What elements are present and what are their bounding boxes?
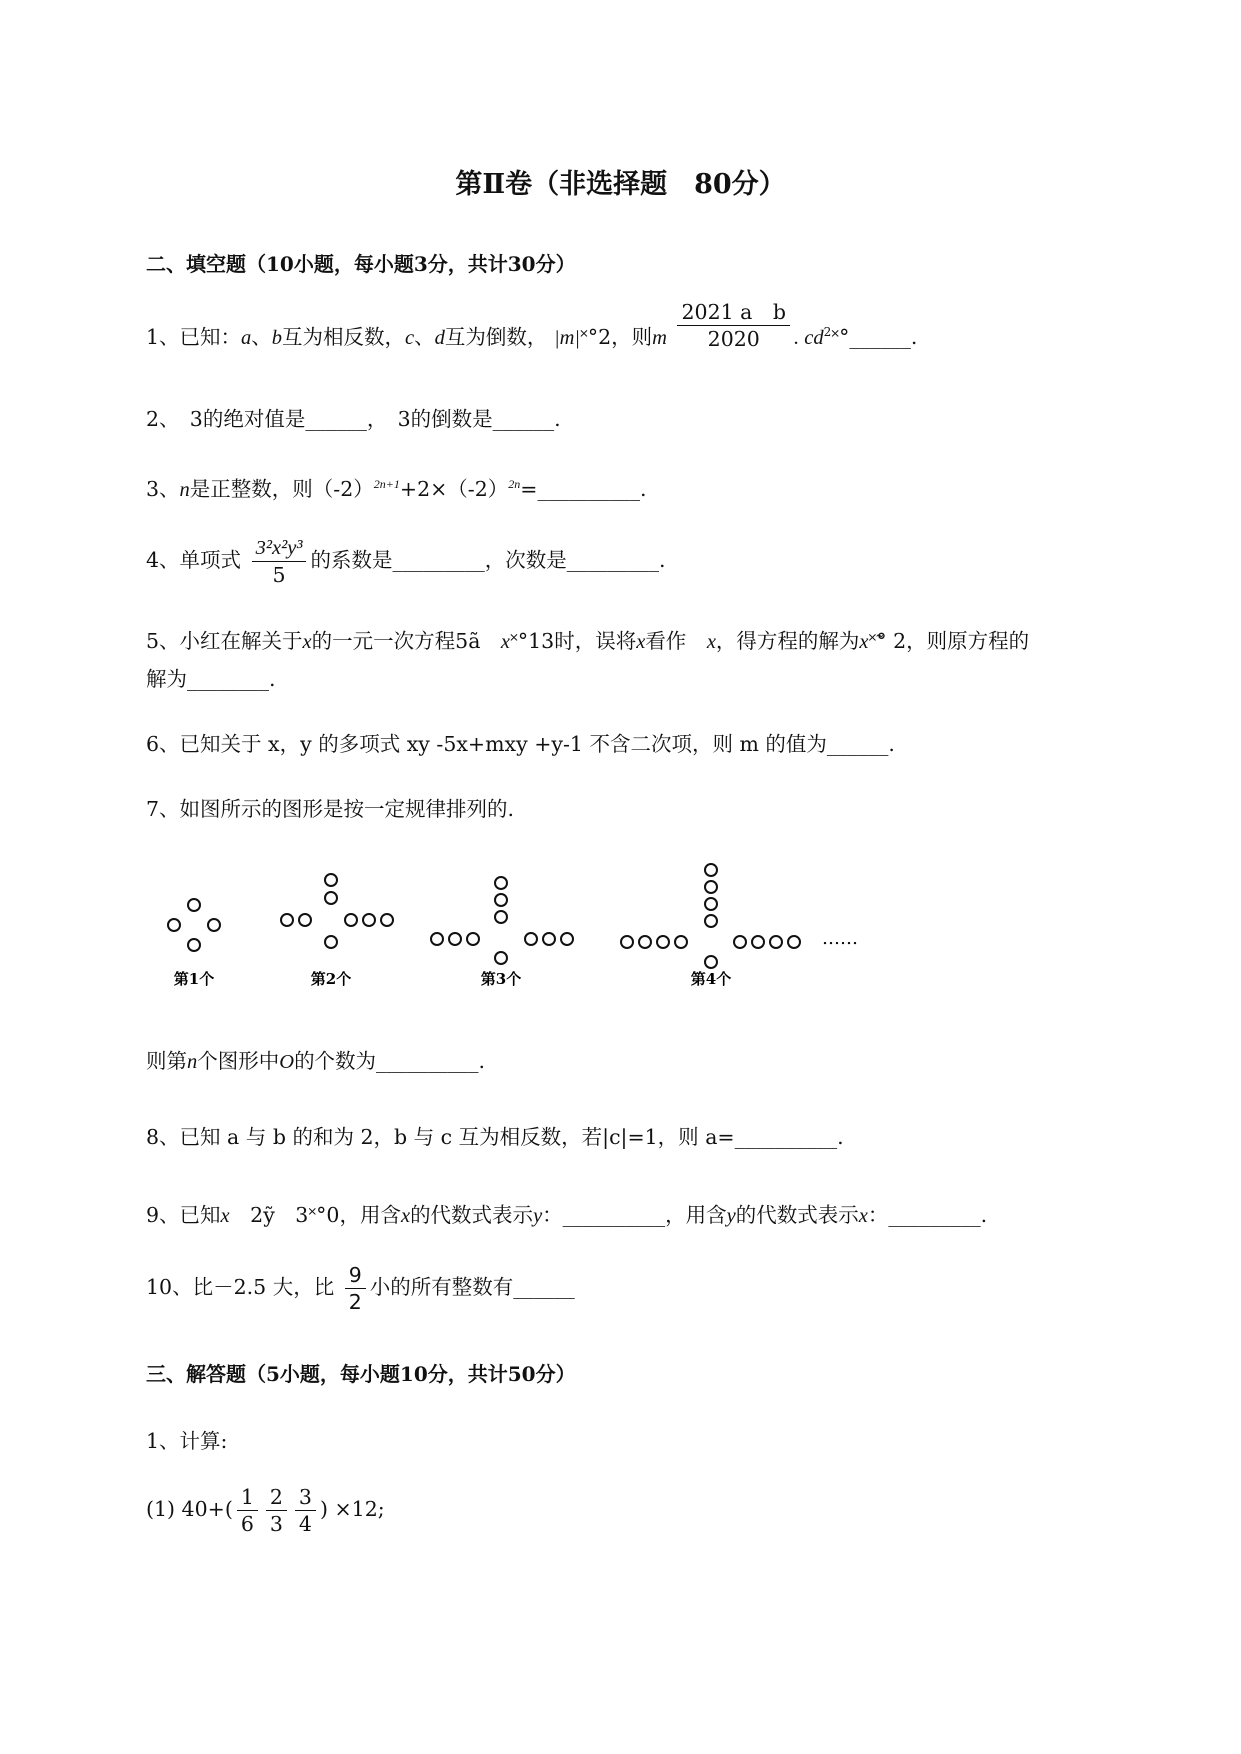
q1-var-m: m [652,327,667,349]
question-4 [146,535,666,588]
q5-var5: x [859,631,869,653]
q10-blank: 小的所有整数有______ [369,1275,575,1299]
figure-ellipsis: …… [822,928,858,949]
question-8: 8、已知 a 与 b 的和为 2，b 与 c 互为相反数，若|c|=1，则 a=__________. [146,1125,844,1149]
question-6: 6、已知关于 x，y 的多项式 xy -5x+mxy +y-1 不含二次项，则 m 的值为______. [146,732,895,756]
q7b-text2: 个图形中 [197,1049,280,1073]
q1-var-d: d [434,327,445,349]
q5-var4: x [706,631,716,653]
q4-fraction [252,535,307,588]
question-5 [146,624,1029,654]
q1-text4: ˟°2，则 [580,325,653,349]
q3-num: 3、 [146,477,180,501]
circle-pattern-figure [150,860,870,1010]
q5-text: 5、小红在解关于 [146,629,303,653]
question-10 [146,1262,575,1315]
p1a-fraction-2 [266,1484,287,1537]
q5-var3: x [636,631,646,653]
q1-text3: 互为倒数， [444,325,548,349]
page-title: 第Ⅱ卷（非选择题 80分） [455,169,786,200]
q3-var-n: n [179,479,190,501]
q4-text: 4、单项式 [146,548,242,572]
q9-text: 9、已知 [146,1203,221,1227]
figure-label-1: 第1个 [173,970,215,988]
p1a-f1-den: 6 [240,1512,254,1536]
q1-exp: 2 [823,325,832,340]
q10-fraction [345,1262,366,1315]
p1a-f3-num: 3 [295,1484,316,1511]
q9-text3: 的代数式表示 [410,1203,534,1227]
q3-text2: +2×（-2） [399,477,509,501]
q1-var-a: a [241,327,252,349]
q1-fraction-num: 2021 a b [677,299,790,326]
q9-var-x3: x [858,1205,868,1227]
figure-label-2: 第2个 [310,970,352,988]
q1-fraction [677,299,790,352]
q10-text: 10、比－2.5 大，比 [146,1275,335,1299]
question-3 [146,472,646,502]
q9-var-y: y [533,1205,543,1227]
q4-fraction-num: 3²x²y³ [252,535,307,562]
q4-fraction-den: 5 [272,563,286,587]
p1a-fraction-1 [237,1484,258,1537]
p1a-f3-den: 4 [298,1512,312,1536]
p1a-f1-num: 1 [237,1484,258,1511]
q1-var-c: c [405,327,415,349]
q9-text4: ：__________，用含 [542,1203,727,1227]
p1a-f2-num: 2 [266,1484,287,1511]
p1a-text2: ) ×12; [319,1497,385,1521]
question-1 [146,300,918,352]
q9-var-x: x [220,1205,230,1227]
q1-sep2: 、 [414,325,435,349]
p1a-fraction-3 [295,1484,316,1537]
p1a-f2-den: 3 [269,1512,283,1536]
q9-var-y2: y [726,1205,736,1227]
q1-text2: 互为相反数， [282,325,406,349]
problem-1: 1、计算: [146,1429,228,1453]
q1-blank: ˟°______. [831,325,918,349]
p1a-text: (1) 40+( [146,1497,233,1521]
q5-var: x [302,631,312,653]
q5-var2: x [500,631,511,653]
problem-1-part-1 [146,1484,385,1537]
q7b-blank: 的个数为__________. [294,1049,486,1073]
question-9 [146,1198,987,1228]
q9-var-x2: x [400,1205,411,1227]
q10-fraction-den: 2 [348,1290,362,1314]
figure-label-4: 第4个 [690,970,732,988]
q7b-var-n: n [187,1051,198,1073]
q5-text5: ，得方程的解为 [715,629,860,653]
q3-blank: =__________. [520,477,647,501]
q1-var-b: b [271,327,283,349]
q1-abs-m: |m| [553,327,581,349]
question-5-cont: 解为________. [146,667,276,691]
q1-cd: . cd [794,327,824,349]
figure-label-3: 第3个 [480,970,522,988]
question-7: 7、如图所示的图形是按一定规律排列的. [146,797,515,821]
q3-exp1: 2n+1 [373,477,400,492]
q9-text5: 的代数式表示 [735,1203,859,1227]
q9-text2: 2ỹ 3˟°0，用含 [229,1203,401,1227]
q5-text2: 的一元一次方程5ã [311,629,501,653]
q5-text3: ˟°13时，误将 [510,629,637,653]
q5-text4: 看作 [645,629,707,653]
q9-blank: ：_________. [867,1203,988,1227]
q3-text: 是正整数，则（-2） [189,477,374,501]
section-solve-heading: 三、解答题（5小题，每小题10分，共计50分） [146,1362,576,1386]
q3-exp2: 2n [508,477,521,492]
q7b-var-o: O [279,1051,295,1073]
q7b-text: 则第 [146,1049,187,1073]
q4-blank: 的系数是_________，次数是_________. [310,548,666,572]
section-fill-blank-heading: 二、填空题（10小题，每小题3分，共计30分） [146,252,576,276]
question-7-answer [146,1044,485,1074]
q1-fraction-den: 2020 [707,327,760,351]
q1-text: 1、已知： [146,325,242,349]
q5-text6: ˟̃° 2，则原方程的 [868,629,1030,653]
q10-fraction-num: 9 [345,1262,366,1289]
q1-sep: 、 [251,325,272,349]
question-2: 2、 3的绝对值是______， 3的倒数是______. [146,407,561,431]
